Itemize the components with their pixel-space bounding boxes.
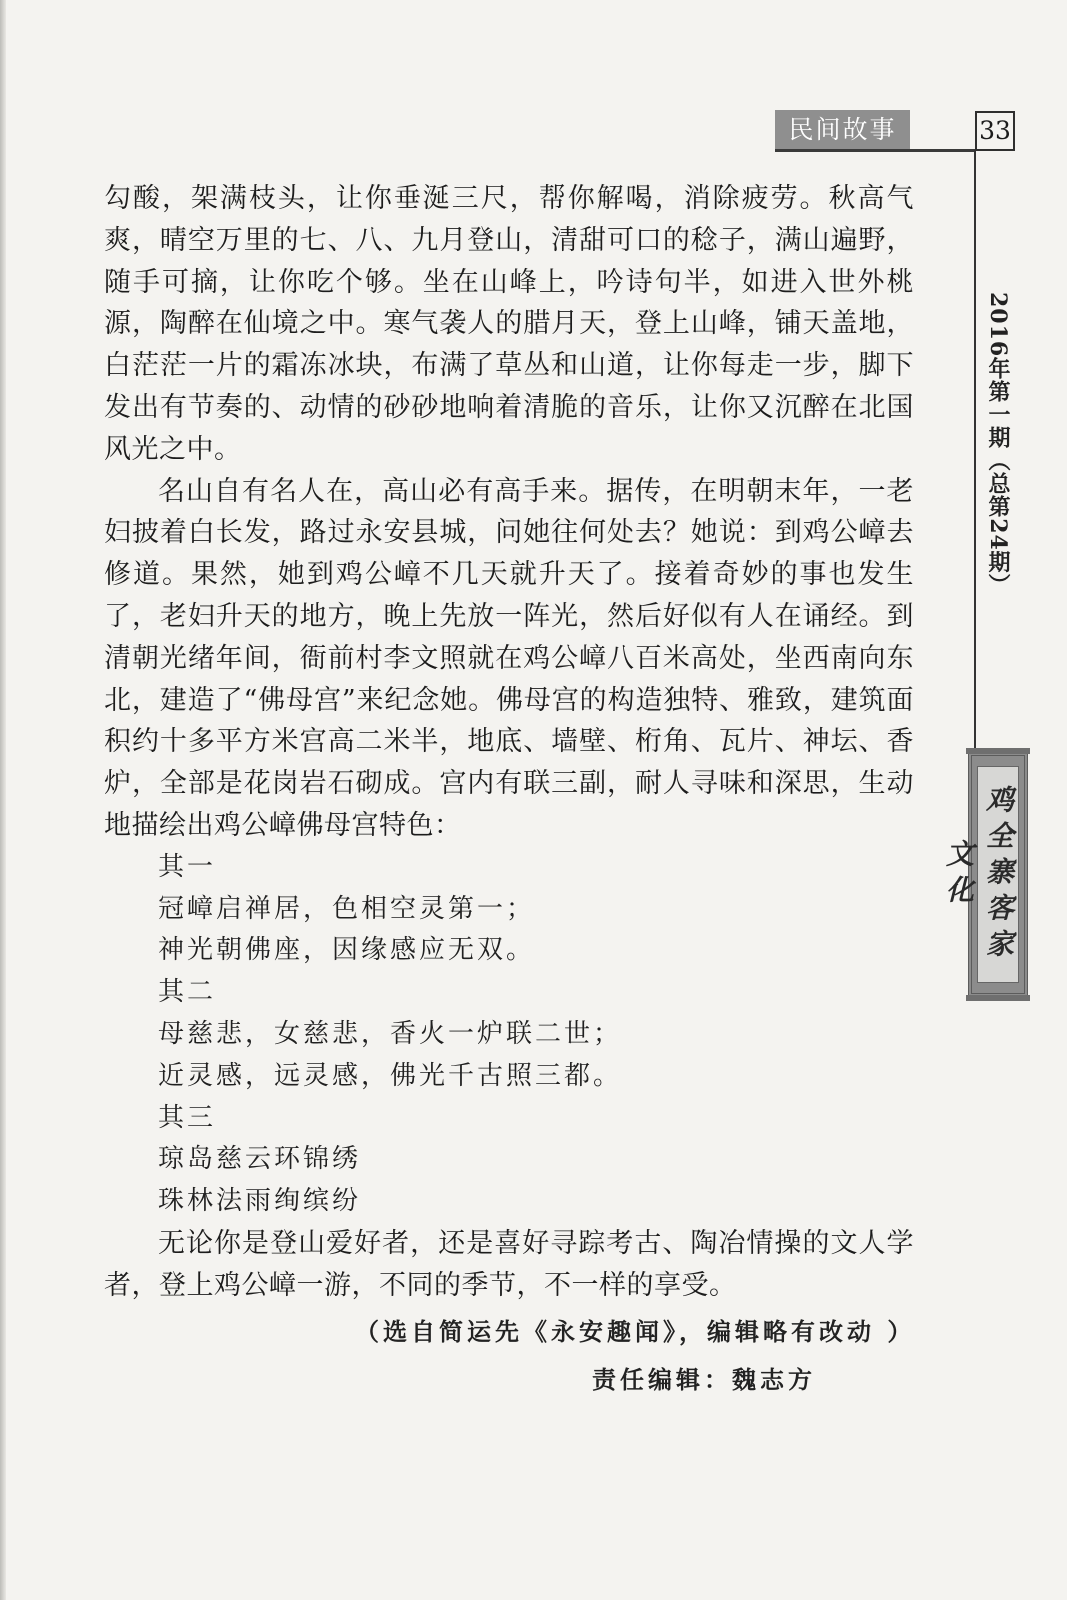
couplets — [104, 847, 914, 1223]
paragraph-1: 勾酸，架满枝头，让你垂涎三尺，帮你解喝，消除疲劳。秋高气爽，晴空万里的七、八、九月登山，清甜可口的稔子，满山遍野，随手可摘，让你吃个够。坐在山峰上，吟诗句半，如进入世外桃源，陶醉在仙境之中。寒气袭人的腊月天，登上山峰，铺天盖地，白茫茫一片的霜冻冰块，布满了草丛和山道，让你每走一步，脚下发出有节奏的、动情的砂砂地响着清脆的音乐，让你又沉醉在北国风光之中。 — [104, 183, 914, 465]
banner-calligraphy: 鸡全寨客家文化 — [977, 766, 1019, 983]
paragraph-3: 无论你是登山爱好者，还是喜好寻踪考古、陶冶情操的文人学者，登上鸡公嶂一游，不同的季节，不一样的享受。 — [104, 1227, 914, 1301]
couplet-line: 神光朝佛座，因缘感应无双。 — [158, 935, 536, 966]
responsible-editor: 责任编辑：魏志方 — [592, 1366, 816, 1394]
scroll-banner — [942, 752, 1028, 997]
scroll-cap-bottom — [966, 995, 1030, 1001]
binding-edge — [0, 0, 6, 1600]
couplet-line: 琼岛慈云环锦绣 — [158, 1144, 362, 1175]
couplet-line: 近灵感，远灵感，佛光千古照三都。 — [158, 1060, 623, 1091]
couplet-line: 珠林法雨绚缤纷 — [158, 1186, 362, 1217]
couplet-line: 冠嶂启禅居，色相空灵第一； — [158, 893, 536, 924]
section-title: 民间故事 — [775, 110, 910, 150]
source-citation: （选自简运先《永安趣闻》，编辑略有改动 ） — [355, 1318, 916, 1346]
article-body — [104, 178, 914, 1307]
scroll-cap-top — [966, 748, 1030, 754]
couplet-line: 母慈悲，女慈悲，香火一炉联二世； — [158, 1018, 623, 1049]
couplet-heading-2: 其二 — [158, 977, 217, 1008]
margin-rule — [974, 150, 976, 750]
issue-label: 2016年第一期（总第24期） — [985, 292, 1011, 597]
paragraph-2: 名山自有名人在，高山必有高手来。据传，在明朝末年，一老妇披着白长发，路过永安县城，问她往何处去？她说：到鸡公嶂去修道。果然，她到鸡公嶂不几天就升天了。接着奇妙的事也发生了，老妇升天的地方，晚上先放一阵光，然后好似有人在诵经。到清朝光绪年间，衙前村李文照就在鸡公嶂八百米高处，坐西南向东北，建造了“佛母宫”来纪念她。佛母宫的构造独特、雅致，建筑面积约十多平方米宫高二米半，地底、墙壁、桁角、瓦片、神坛、香炉，全部是花岗岩石砌成。宫内有联三副，耐人寻味和深思，生动地描绘出鸡公嶂佛母宫特色： — [104, 475, 914, 841]
page-number: 33 — [975, 111, 1015, 151]
couplet-heading-1: 其一 — [158, 851, 217, 882]
header-rule — [775, 149, 975, 152]
couplet-heading-3: 其三 — [158, 1102, 217, 1133]
